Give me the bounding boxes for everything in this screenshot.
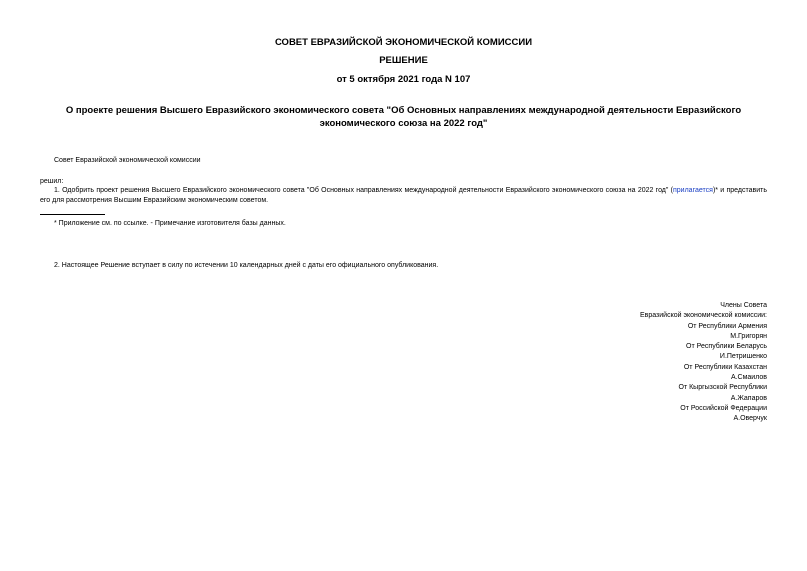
item-1-paragraph: [40, 186, 767, 206]
signature-line: И.Петришенко: [719, 353, 767, 361]
signature-line: Евразийской экономической комиссии:: [639, 312, 767, 320]
document-kind: РЕШЕНИЕ: [379, 55, 428, 66]
footnote-separator: [40, 214, 105, 215]
signature-line: От Республики Армения: [687, 322, 767, 330]
signature-line: От Кыргызской Республики: [678, 384, 767, 392]
signature-line: От Российской Федерации: [680, 404, 767, 412]
item-2-paragraph: 2. Настоящее Решение вступает в силу по истечении 10 календарных дней с даты его официального опубликования.: [54, 262, 439, 269]
signature-line: От Республики Беларусь: [686, 343, 767, 351]
document-issuer-title: СОВЕТ ЕВРАЗИЙСКОЙ ЭКОНОМИЧЕСКОЙ КОМИССИИ: [274, 37, 533, 48]
signature-block: [640, 301, 767, 425]
item-1-text-after-link: )* и представить его для рассмотрения Высшим Евразийским экономическим советом.: [40, 187, 767, 204]
intro-paragraph: Совет Евразийской экономической комиссии: [54, 157, 201, 164]
document-subject: О проекте решения Высшего Евразийского экономического совета "Об Основных направлениях международной деятельности Евразийского экономического союза на 2022 год": [65, 105, 742, 129]
resolved-label: решил:: [40, 178, 64, 185]
signature-line: А.Жапаров: [730, 394, 767, 402]
attachment-link[interactable]: прилагается: [673, 187, 713, 194]
signature-line: Члены Совета: [720, 302, 767, 309]
item-1-text-before-link: 1. Одобрить проект решения Высшего Евразийского экономического совета "Об Основных направлениях международной деятельности Евразийского экономического союза на 2022 год" (: [54, 187, 673, 194]
document-date-number: от 5 октября 2021 года N 107: [336, 74, 471, 85]
signature-line: А.Оверчук: [733, 415, 767, 423]
signature-line: А.Смаилов: [730, 374, 767, 382]
footnote-text: * Приложение см. по ссылке. - Примечание изготовителя базы данных.: [54, 220, 286, 227]
signature-line: От Республики Казахстан: [683, 363, 767, 371]
signature-line: М.Григорян: [730, 332, 767, 340]
